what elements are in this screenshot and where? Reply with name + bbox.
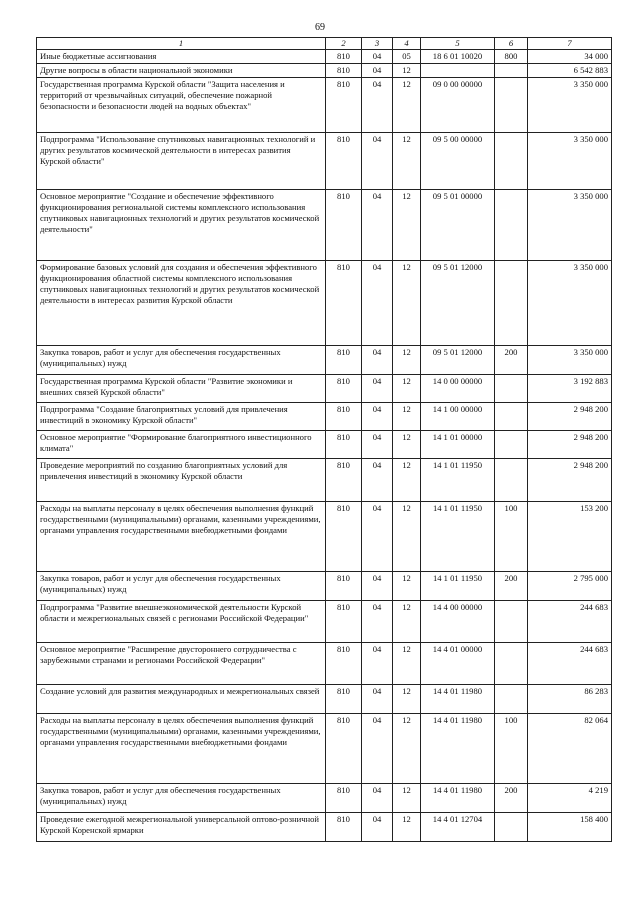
target-article: 09 5 01 00000 xyxy=(421,190,495,261)
table-row xyxy=(37,346,612,375)
target-article: 14 4 01 11980 xyxy=(421,685,495,714)
expense-type: 200 xyxy=(495,784,528,813)
expense-type xyxy=(495,78,528,133)
table-row xyxy=(37,64,612,78)
row-name: Подпрограмма "Использование спутниковых навигационных технологий и других результатов космической деятельности в интересах развития Курской области" xyxy=(37,133,326,190)
ministry-code: 810 xyxy=(326,78,362,133)
ministry-code: 810 xyxy=(326,784,362,813)
subsection-code: 12 xyxy=(393,261,421,346)
table-row xyxy=(37,502,612,572)
row-name: Формирование базовых условий для создания и обеспечения эффективного функционирования областной системы комплексного использования спутниковых навигационных технологий и других результатов космической деятельности в интересах развития Курской области xyxy=(37,261,326,346)
section-code: 04 xyxy=(362,601,393,643)
amount: 2 948 200 xyxy=(528,459,612,502)
target-article: 14 4 01 11980 xyxy=(421,714,495,784)
ministry-code: 810 xyxy=(326,572,362,601)
subsection-code: 12 xyxy=(393,375,421,403)
amount: 3 350 000 xyxy=(528,133,612,190)
amount: 2 948 200 xyxy=(528,431,612,459)
subsection-code: 12 xyxy=(393,572,421,601)
subsection-code: 12 xyxy=(393,813,421,842)
ministry-code: 810 xyxy=(326,502,362,572)
section-code: 04 xyxy=(362,190,393,261)
row-name: Подпрограмма "Развитие внешнеэкономической деятельности Курской области и межрегиональных связей с регионами Российской Федерации" xyxy=(37,601,326,643)
expense-type xyxy=(495,601,528,643)
table-row xyxy=(37,714,612,784)
amount: 3 192 883 xyxy=(528,375,612,403)
ministry-code: 810 xyxy=(326,601,362,643)
row-name: Основное мероприятие "Расширение двустороннего сотрудничества с зарубежными странами и регионами Российской Федерации" xyxy=(37,643,326,685)
subsection-code: 12 xyxy=(393,685,421,714)
header-cell: 2 xyxy=(326,38,362,50)
ministry-code: 810 xyxy=(326,64,362,78)
amount: 3 350 000 xyxy=(528,78,612,133)
header-cell: 7 xyxy=(528,38,612,50)
amount: 3 350 000 xyxy=(528,346,612,375)
ministry-code: 810 xyxy=(326,714,362,784)
table-row xyxy=(37,261,612,346)
subsection-code: 12 xyxy=(393,601,421,643)
table-row xyxy=(37,784,612,813)
expense-type: 100 xyxy=(495,502,528,572)
expense-type xyxy=(495,64,528,78)
section-code: 04 xyxy=(362,714,393,784)
table-header-row xyxy=(37,38,612,50)
expense-type xyxy=(495,403,528,431)
subsection-code: 05 xyxy=(393,50,421,64)
target-article: 14 0 00 00000 xyxy=(421,375,495,403)
subsection-code: 12 xyxy=(393,190,421,261)
target-article: 14 4 00 00000 xyxy=(421,601,495,643)
table-row xyxy=(37,459,612,502)
expense-type xyxy=(495,813,528,842)
section-code: 04 xyxy=(362,64,393,78)
expense-type: 100 xyxy=(495,714,528,784)
table-body xyxy=(37,50,612,842)
amount: 158 400 xyxy=(528,813,612,842)
target-article xyxy=(421,64,495,78)
section-code: 04 xyxy=(362,459,393,502)
target-article: 14 4 01 11980 xyxy=(421,784,495,813)
expense-type xyxy=(495,375,528,403)
amount: 6 542 883 xyxy=(528,64,612,78)
section-code: 04 xyxy=(362,346,393,375)
target-article: 14 1 01 11950 xyxy=(421,572,495,601)
target-article: 09 5 01 12000 xyxy=(421,261,495,346)
target-article: 14 4 01 12704 xyxy=(421,813,495,842)
table-row xyxy=(37,403,612,431)
table-row xyxy=(37,190,612,261)
target-article: 14 1 01 11950 xyxy=(421,459,495,502)
table-row xyxy=(37,813,612,842)
expense-type xyxy=(495,133,528,190)
row-name: Закупка товаров, работ и услуг для обеспечения государственных (муниципальных) нужд xyxy=(37,784,326,813)
subsection-code: 12 xyxy=(393,714,421,784)
row-name: Проведение мероприятий по созданию благоприятных условий для привлечения инвестиций в экономику Курской области xyxy=(37,459,326,502)
row-name: Государственная программа Курской области "Развитие экономики и внешних связей Курской области" xyxy=(37,375,326,403)
expense-type xyxy=(495,459,528,502)
section-code: 04 xyxy=(362,502,393,572)
section-code: 04 xyxy=(362,784,393,813)
section-code: 04 xyxy=(362,431,393,459)
row-name: Основное мероприятие "Создание и обеспечение эффективного функционирования региональной системы комплексного использования спутниковых навигационных технологий и других результатов космической деятельности" xyxy=(37,190,326,261)
ministry-code: 810 xyxy=(326,190,362,261)
target-article: 09 5 01 12000 xyxy=(421,346,495,375)
ministry-code: 810 xyxy=(326,346,362,375)
header-cell: 1 xyxy=(37,38,326,50)
row-name: Закупка товаров, работ и услуг для обеспечения государственных (муниципальных) нужд xyxy=(37,346,326,375)
target-article: 18 6 01 10020 xyxy=(421,50,495,64)
table-row xyxy=(37,685,612,714)
amount: 244 683 xyxy=(528,601,612,643)
row-name: Основное мероприятие "Формирование благоприятного инвестиционного климата" xyxy=(37,431,326,459)
section-code: 04 xyxy=(362,813,393,842)
expense-type xyxy=(495,261,528,346)
target-article: 14 1 00 00000 xyxy=(421,403,495,431)
ministry-code: 810 xyxy=(326,133,362,190)
header-cell: 4 xyxy=(393,38,421,50)
section-code: 04 xyxy=(362,50,393,64)
table-row xyxy=(37,601,612,643)
row-name: Проведение ежегодной межрегиональной универсальной оптово-розничной Курской Коренской ярмарки xyxy=(37,813,326,842)
target-article: 14 4 01 00000 xyxy=(421,643,495,685)
table-row xyxy=(37,50,612,64)
amount: 3 350 000 xyxy=(528,190,612,261)
row-name: Закупка товаров, работ и услуг для обеспечения государственных (муниципальных) нужд xyxy=(37,572,326,601)
section-code: 04 xyxy=(362,685,393,714)
row-name: Расходы на выплаты персоналу в целях обеспечения выполнения функций государственными (муниципальными) органами, казенными учреждениями, органами управления государственными внебюджетными фондами xyxy=(37,714,326,784)
ministry-code: 810 xyxy=(326,459,362,502)
subsection-code: 12 xyxy=(393,459,421,502)
subsection-code: 12 xyxy=(393,431,421,459)
ministry-code: 810 xyxy=(326,685,362,714)
section-code: 04 xyxy=(362,133,393,190)
amount: 4 219 xyxy=(528,784,612,813)
target-article: 14 1 01 00000 xyxy=(421,431,495,459)
row-name: Иные бюджетные ассигнования xyxy=(37,50,326,64)
subsection-code: 12 xyxy=(393,784,421,813)
header-cell: 6 xyxy=(495,38,528,50)
table-row xyxy=(37,572,612,601)
row-name: Создание условий для развития международных и межрегиональных связей xyxy=(37,685,326,714)
expense-type xyxy=(495,643,528,685)
table-row xyxy=(37,375,612,403)
section-code: 04 xyxy=(362,643,393,685)
ministry-code: 810 xyxy=(326,403,362,431)
ministry-code: 810 xyxy=(326,261,362,346)
ministry-code: 810 xyxy=(326,813,362,842)
amount: 82 064 xyxy=(528,714,612,784)
row-name: Расходы на выплаты персоналу в целях обеспечения выполнения функций государственными (муниципальными) органами, казенными учреждениями, органами управления государственными внебюджетными фондами xyxy=(37,502,326,572)
row-name: Другие вопросы в области национальной экономики xyxy=(37,64,326,78)
amount: 2 795 000 xyxy=(528,572,612,601)
ministry-code: 810 xyxy=(326,375,362,403)
budget-table xyxy=(36,37,612,842)
subsection-code: 12 xyxy=(393,346,421,375)
target-article: 09 0 00 00000 xyxy=(421,78,495,133)
expense-type xyxy=(495,431,528,459)
amount: 3 350 000 xyxy=(528,261,612,346)
header-cell: 5 xyxy=(421,38,495,50)
subsection-code: 12 xyxy=(393,403,421,431)
expense-type: 200 xyxy=(495,572,528,601)
amount: 34 000 xyxy=(528,50,612,64)
page-number: 69 xyxy=(315,22,325,33)
row-name: Государственная программа Курской области "Защита населения и территорий от чрезвычайных ситуаций, обеспечение пожарной безопасности и безопасности людей на водных объектах" xyxy=(37,78,326,133)
section-code: 04 xyxy=(362,572,393,601)
expense-type xyxy=(495,190,528,261)
target-article: 09 5 00 00000 xyxy=(421,133,495,190)
amount: 244 683 xyxy=(528,643,612,685)
ministry-code: 810 xyxy=(326,643,362,685)
table-row xyxy=(37,431,612,459)
amount: 86 283 xyxy=(528,685,612,714)
subsection-code: 12 xyxy=(393,502,421,572)
section-code: 04 xyxy=(362,375,393,403)
section-code: 04 xyxy=(362,403,393,431)
header-cell: 3 xyxy=(362,38,393,50)
subsection-code: 12 xyxy=(393,133,421,190)
section-code: 04 xyxy=(362,261,393,346)
subsection-code: 12 xyxy=(393,64,421,78)
amount: 153 200 xyxy=(528,502,612,572)
expense-type: 200 xyxy=(495,346,528,375)
target-article: 14 1 01 11950 xyxy=(421,502,495,572)
table-row xyxy=(37,133,612,190)
subsection-code: 12 xyxy=(393,78,421,133)
row-name: Подпрограмма "Создание благоприятных условий для привлечения инвестиций в экономику Курской области" xyxy=(37,403,326,431)
table-row xyxy=(37,643,612,685)
ministry-code: 810 xyxy=(326,431,362,459)
expense-type: 800 xyxy=(495,50,528,64)
amount: 2 948 200 xyxy=(528,403,612,431)
section-code: 04 xyxy=(362,78,393,133)
table-row xyxy=(37,78,612,133)
subsection-code: 12 xyxy=(393,643,421,685)
expense-type xyxy=(495,685,528,714)
ministry-code: 810 xyxy=(326,50,362,64)
